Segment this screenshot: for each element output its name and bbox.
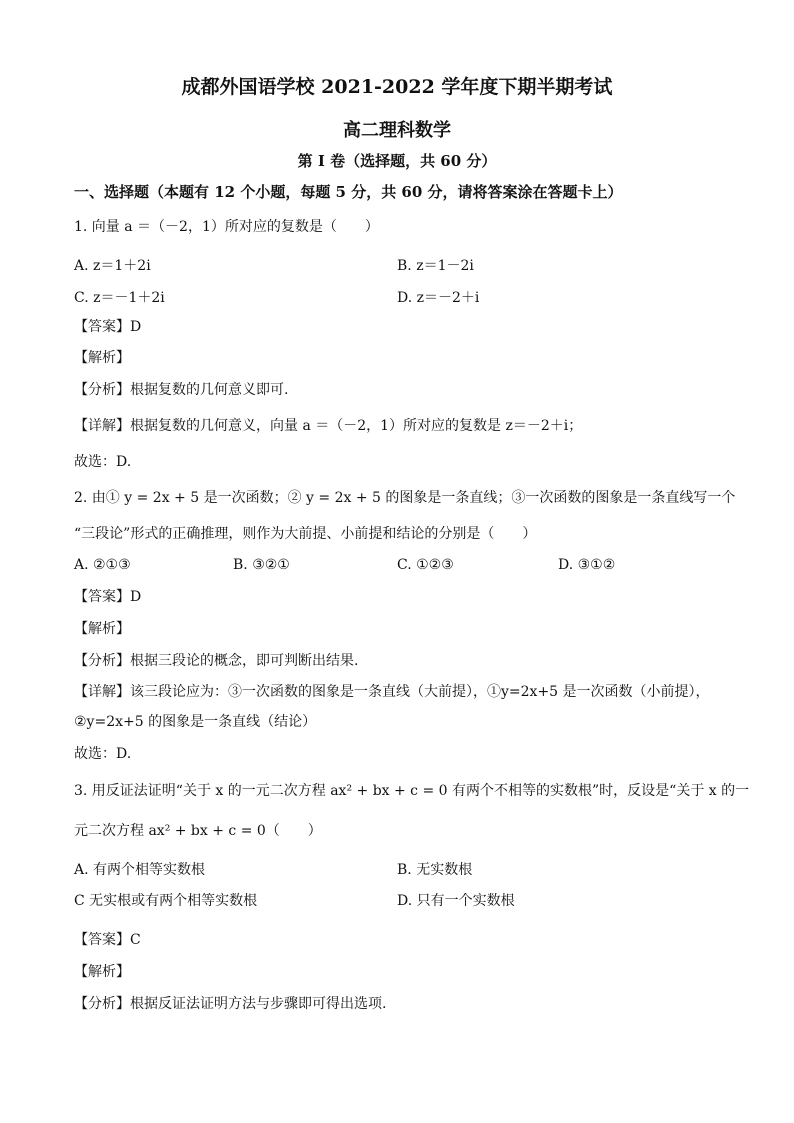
- exam-title: 成都外国语学校 2021-2022 学年度下期半期考试: [181, 76, 613, 98]
- q2-jiexi-label: 【解析】: [74, 621, 130, 637]
- section-heading: 一、选择题（本题有 12 个小题，每题 5 分，共 60 分，请将答案涂在答题卡上）: [74, 183, 623, 201]
- q3-stem-line2: 元二次方程 ax² + bx + c = 0（ ）: [74, 823, 322, 839]
- q2-stem-line2: “三段论”形式的正确推理，则作为大前提、小前提和结论的分别是（ ）: [74, 526, 537, 542]
- q3-analysis: 【分析】根据反证法证明方法与步骤即可得出选项.: [74, 996, 387, 1012]
- q3-jiexi-label: 【解析】: [74, 964, 130, 980]
- q2-option-d: D. ③①②: [558, 557, 616, 573]
- q2-conclusion: 故选：D.: [74, 746, 132, 762]
- q3-option-d: D. 只有一个实数根: [397, 893, 515, 909]
- q3-option-c: C 无实根或有两个相等实数根: [74, 893, 258, 909]
- q1-analysis: 【分析】根据复数的几何意义即可.: [74, 382, 289, 398]
- q1-option-b: B. z＝1－2i: [397, 258, 474, 274]
- q1-detail: 【详解】根据复数的几何意义，向量 a ＝（－2，1）所对应的复数是 z＝－2＋i；: [74, 418, 583, 434]
- q2-analysis: 【分析】根据三段论的概念，即可判断出结果.: [74, 653, 359, 669]
- q2-option-c: C. ①②③: [397, 557, 454, 573]
- q1-conclusion: 故选：D.: [74, 454, 132, 470]
- q1-jiexi-label: 【解析】: [74, 350, 130, 366]
- exam-subtitle: 高二理科数学: [343, 120, 451, 141]
- q1-option-a: A. z＝1＋2i: [74, 258, 151, 274]
- q1-answer: 【答案】D: [74, 319, 142, 335]
- q2-stem-line1: 2. 由① y = 2x + 5 是一次函数；② y = 2x + 5 的图象是一条直线；③一次函数的图象是一条直线写一个: [74, 490, 736, 506]
- q2-detail-line2: ②y=2x+5 的图象是一条直线（结论）: [74, 714, 317, 730]
- q3-option-a: A. 有两个相等实数根: [74, 862, 206, 878]
- q3-option-b: B. 无实数根: [397, 862, 473, 878]
- q1-stem: 1. 向量 a ＝（－2，1）所对应的复数是（ ）: [74, 219, 379, 235]
- volume-heading: 第 I 卷（选择题，共 60 分）: [297, 152, 497, 170]
- q2-option-a: A. ②①③: [74, 557, 131, 573]
- q3-stem-line1: 3. 用反证法证明“关于 x 的一元二次方程 ax² + bx + c = 0 有两个不相等的实数根”时，反设是“关于 x 的一: [74, 783, 750, 799]
- q1-option-d: D. z＝－2＋i: [397, 290, 480, 306]
- q2-option-b: B. ③②①: [233, 557, 290, 573]
- q1-option-c: C. z＝－1＋2i: [74, 290, 165, 306]
- q3-answer: 【答案】C: [74, 932, 141, 948]
- q2-detail-line1: 【详解】该三段论应为：③一次函数的图象是一条直线（大前提），①y=2x+5 是一次函数（小前提），: [74, 684, 710, 700]
- q2-answer: 【答案】D: [74, 589, 142, 605]
